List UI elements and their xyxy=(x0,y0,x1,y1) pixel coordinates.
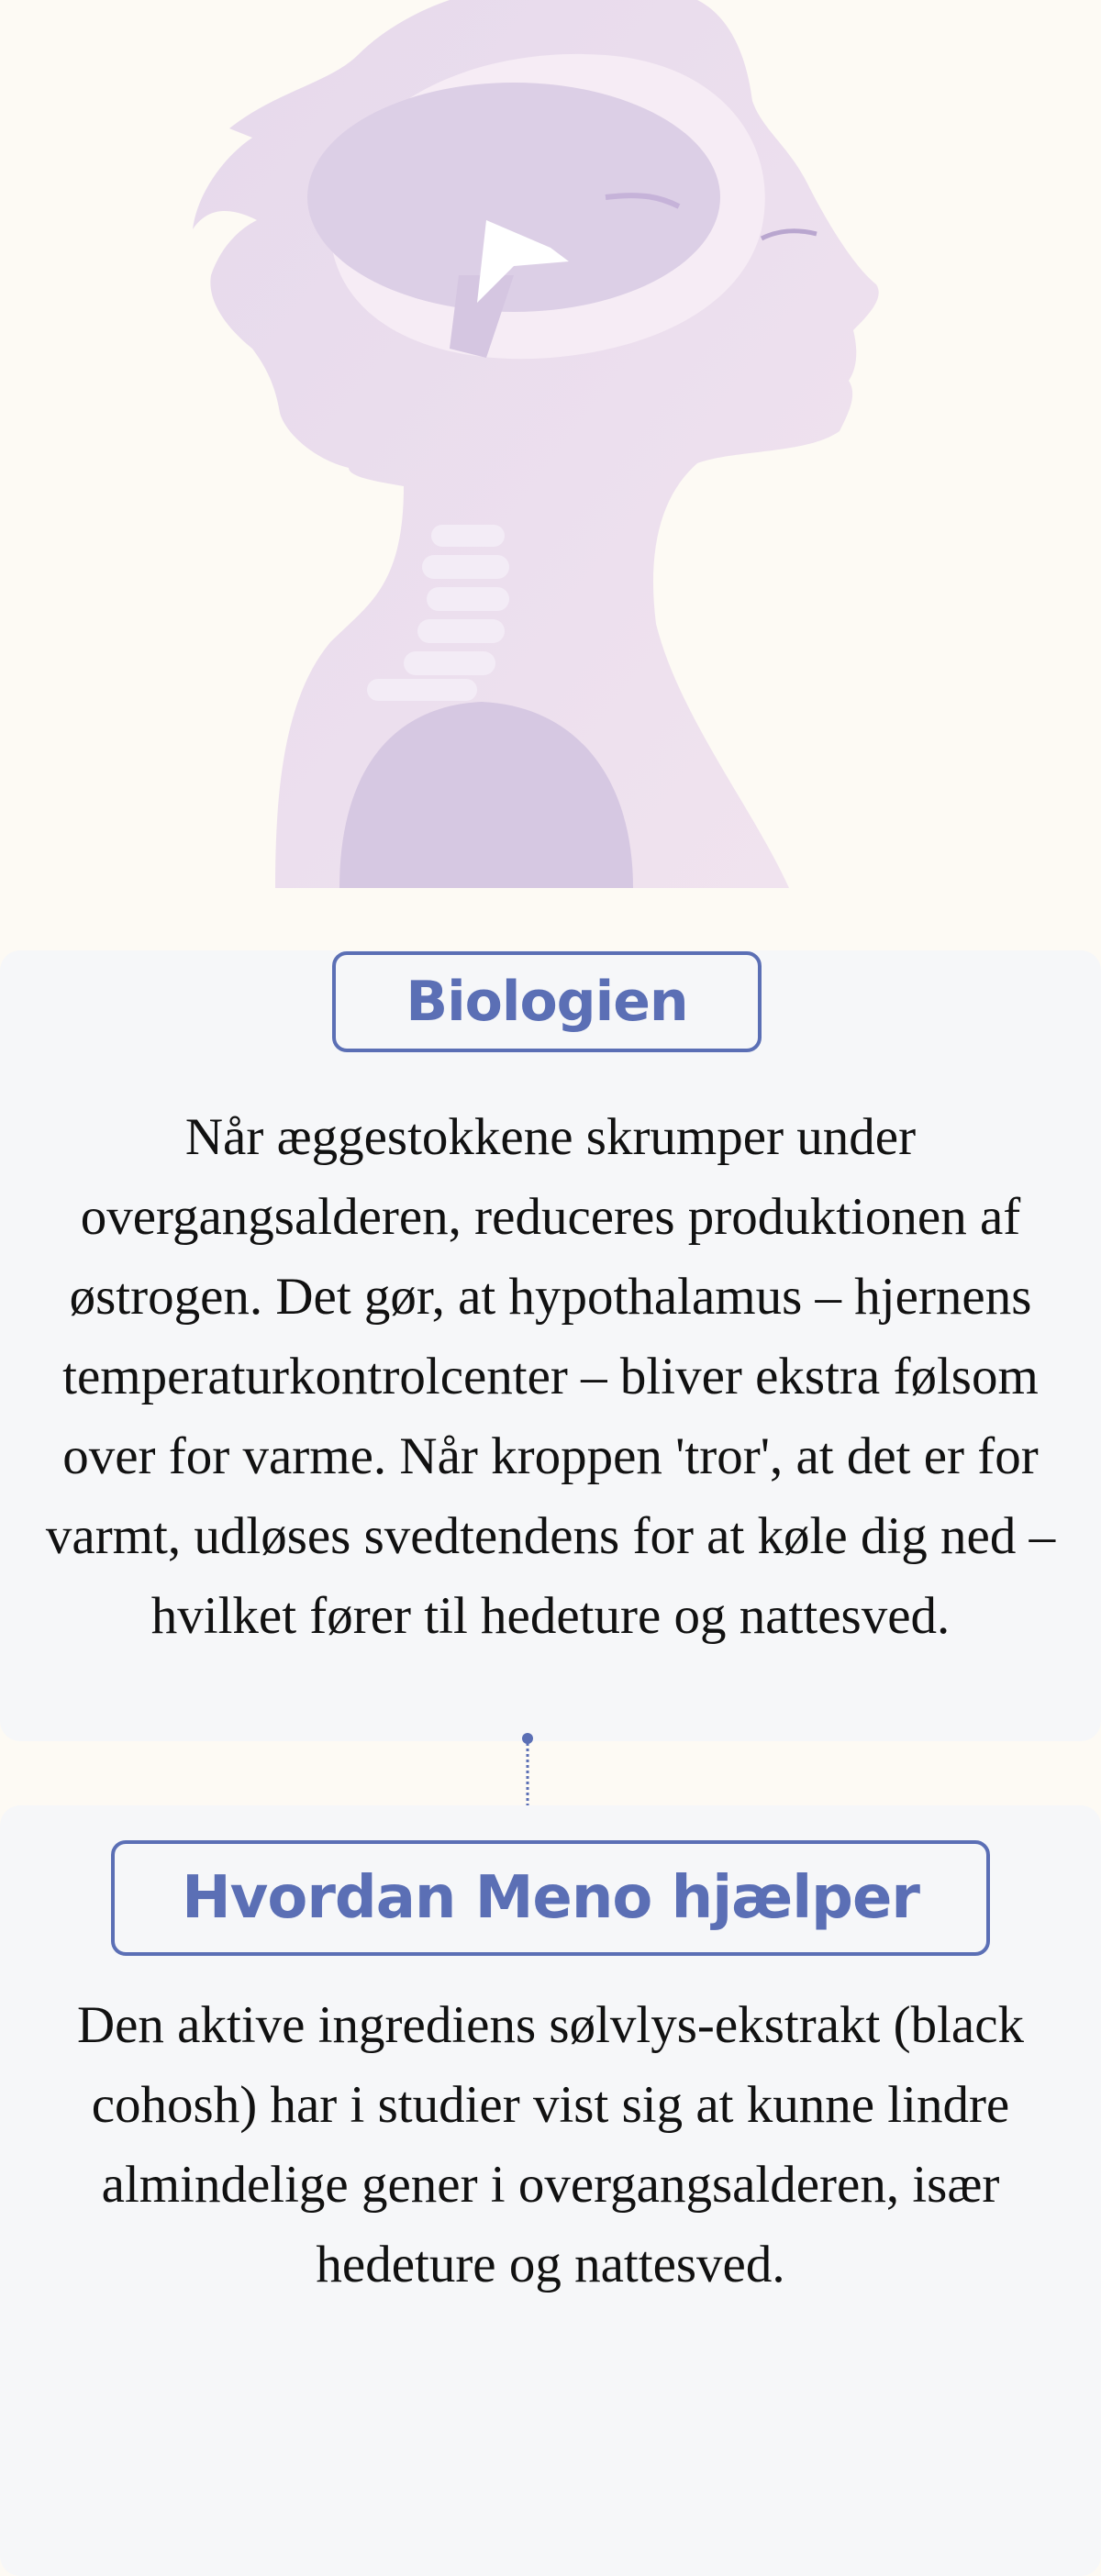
biology-heading: Biologien xyxy=(332,951,762,1052)
how-meno-helps-heading: Hvordan Meno hjælper xyxy=(111,1840,990,1956)
biology-text: Når æggestokkene skrumper under overgangsalderen, reduceres produktionen af østrogen. Det gør, at hypothalamus – hjernens temperaturkontrolcenter – bliver ekstra følsom over for varme. Når kroppen 'tror', at det er for varmt, udløses svedtendens for at køle dig ned – hvilket fører til hedeture og nattesved. xyxy=(45,1108,1056,1645)
biology-card xyxy=(0,950,1101,1741)
how-meno-helps-text: Den aktive ingrediens sølvlys-ekstrakt (black cohosh) har i studier vist sig at kunne lindre almindelige gener i overgangsalderen, især hedeture og nattesved. xyxy=(76,1996,1025,2293)
how-meno-helps-card xyxy=(0,1805,1101,2576)
head-brain-illustration xyxy=(0,0,1101,888)
head-illustration-icon xyxy=(0,0,1101,888)
